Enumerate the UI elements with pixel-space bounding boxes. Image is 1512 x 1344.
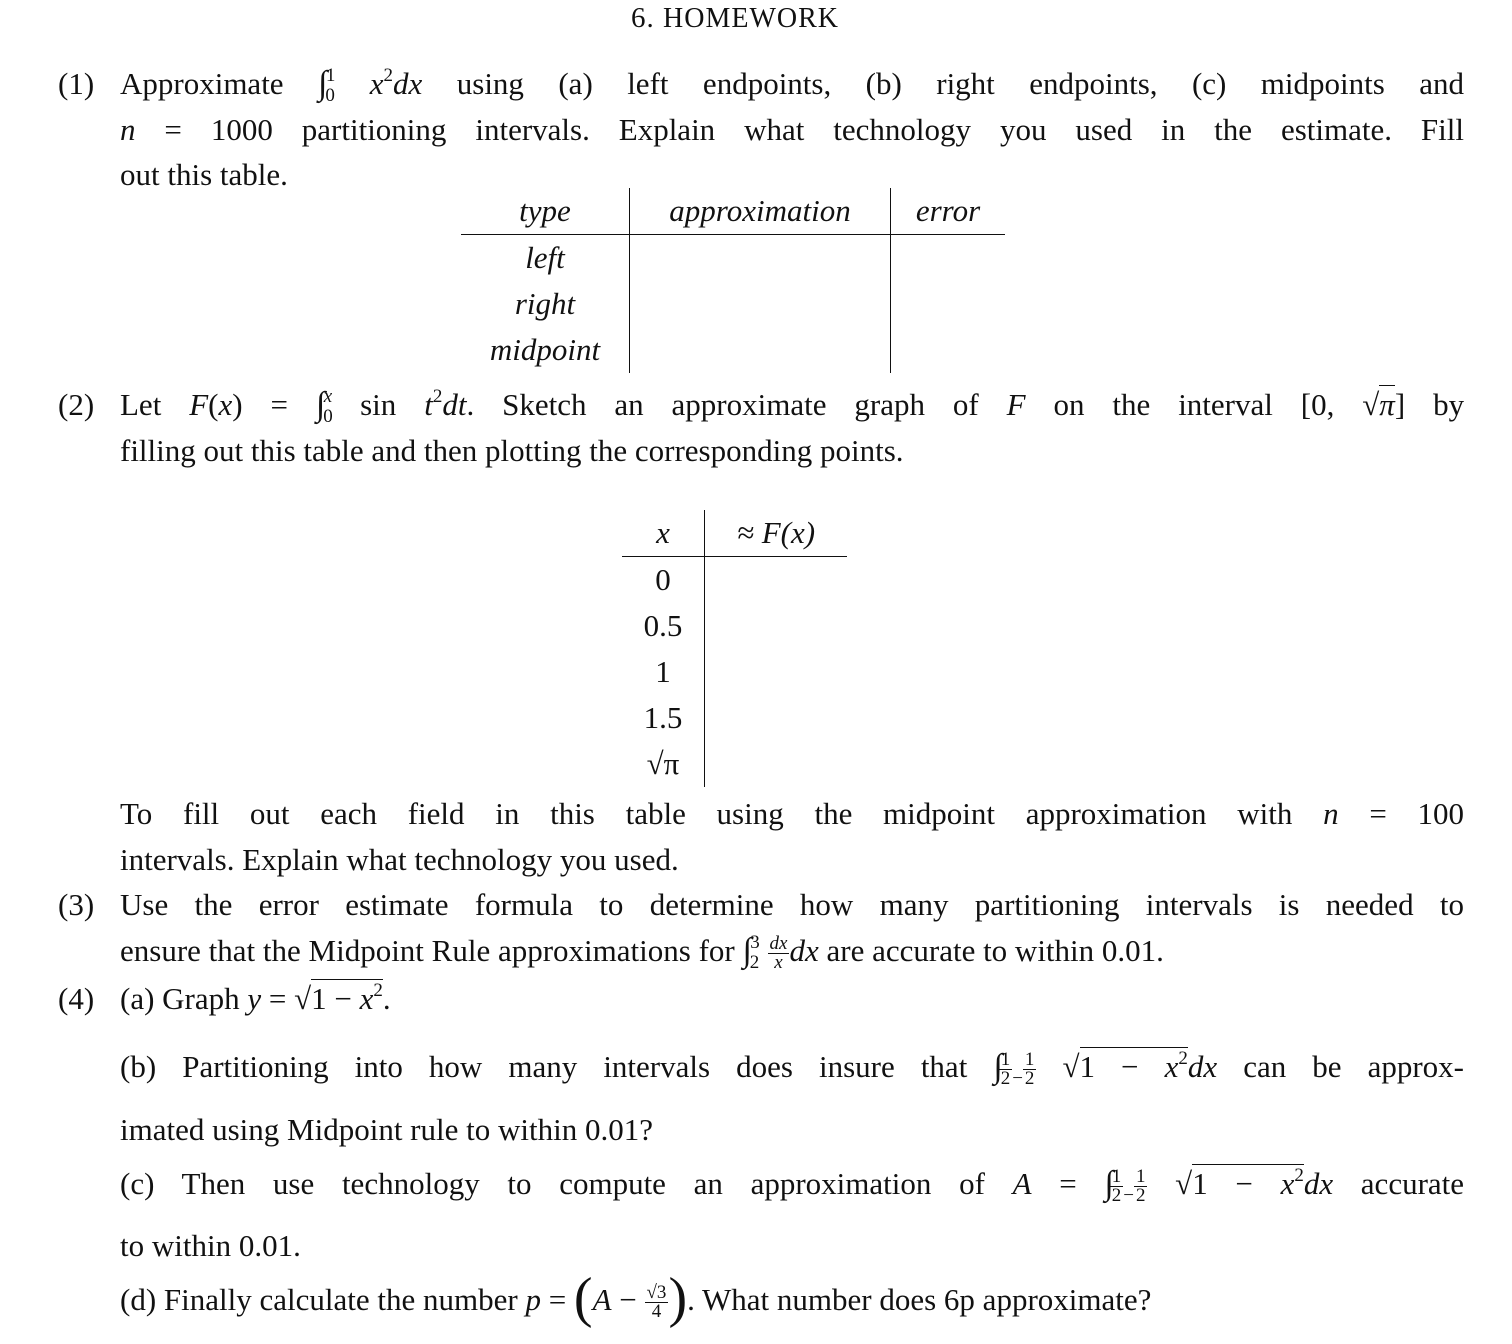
integral-x-squared: $\int_0^1$ $x^2dx$	[318, 65, 423, 106]
table-cell-f-of-x	[705, 557, 848, 604]
table-header-type: type	[461, 188, 630, 235]
problem-3-line-2: ensure that the Midpoint Rule approximations for $\int_2^3$ $\frac{dx}{x}$ dx are accurate to within 0.01.	[120, 932, 1164, 974]
table-header-approximation: approximation	[630, 188, 891, 235]
table-row	[461, 327, 1005, 373]
table-cell-error	[891, 281, 1006, 327]
table-cell-approximation	[630, 281, 891, 327]
table-cell-f-of-x	[705, 695, 848, 741]
problem-3-line-1: Use the error estimate formula to determine how many partitioning intervals is needed to	[120, 887, 1464, 922]
problem-4-number: (4)	[58, 981, 95, 1016]
riemann-sum-table	[461, 188, 1005, 373]
section-number: 6.	[631, 2, 655, 34]
formula-p: p = (A − $\frac{√3}{4}$ )	[525, 1267, 688, 1329]
table-row	[622, 649, 847, 695]
table-cell-approximation	[630, 235, 891, 282]
problem-2-number: (2)	[58, 387, 95, 422]
function-definition: $F(x) = \int_0^x$ $\sin t^2dt$. Sketch an approximate graph of	[189, 386, 979, 427]
problem-4d: (d) Finally calculate the number p = (A − $\frac{√3}{4}$ ). What number does 6p approximate?	[120, 1267, 1152, 1329]
table-cell-x: 1.5	[622, 695, 705, 741]
table-cell-approximation	[630, 327, 891, 373]
table-cell-f-of-x	[705, 649, 848, 695]
problem-2-line-2: filling out this table and then plotting the corresponding points.	[120, 433, 904, 468]
table-row	[622, 695, 847, 741]
problem-1-number: (1)	[58, 66, 95, 101]
integral-dx-over-x: $\int_2^3$ $\frac{dx}{x}$ dx	[742, 932, 819, 974]
table-cell-x: √π	[622, 741, 705, 787]
problem-2-line-4: intervals. Explain what technology you used.	[120, 842, 679, 877]
function-values-table	[622, 510, 847, 787]
integral-area-a: A = ∫ $\frac{1}{2}$ $_-$ $\frac{1}{2}$ $√1 - x^2dx$	[1012, 1165, 1334, 1207]
table-cell-type: midpoint	[461, 327, 630, 373]
table-cell-error	[891, 327, 1006, 373]
problem-2-line-3: To fill out each field in this table using the midpoint approximation with n = 100	[120, 796, 1465, 831]
table-cell-x: 1	[622, 649, 705, 695]
problem-1-line-3: out this table.	[120, 157, 288, 192]
problem-4b-line-1: (b) Partitioning into how many intervals does insure that ∫ $\frac{1}{2}$ $_-$ $\frac{1}{2}$ $√1 - x^2dx$ can be approx-	[120, 1048, 1465, 1090]
problem-4a: (a) Graph $y = √1 - x^2$.	[120, 980, 391, 1016]
table-row	[622, 603, 847, 649]
problem-4c-line-1: (c) Then use technology to compute an approximation of A = ∫ $\frac{1}{2}$ $_-$ $\frac{1}{2}$ $√1 - x^2dx$ accurate	[120, 1165, 1465, 1207]
problem-2-line-1: Let $F(x) = \int_0^x$ $\sin t^2dt$. Sketch an approximate graph of F on the interval [0, √π] by	[120, 386, 1465, 427]
table-header-error: error	[915, 193, 981, 228]
problem-3-number: (3)	[58, 887, 95, 922]
table-cell-x: 0	[622, 557, 705, 604]
table-header-f-of-x: ≈ F(x)	[736, 515, 816, 550]
table-row	[622, 557, 847, 604]
table-cell-f-of-x	[705, 603, 848, 649]
section-title	[0, 2, 1470, 35]
table-row	[622, 741, 847, 787]
problem-1-line-2: n = 1000 partitioning intervals. Explain what technology you used in the estimate. Fill	[120, 112, 1465, 147]
table-row	[461, 281, 1005, 327]
problem-4b-line-2: imated using Midpoint rule to within 0.01?	[120, 1112, 653, 1147]
problem-1-line-1: Approximate $\int_0^1$ $x^2dx$ using (a) left endpoints, (b) right endpoints, (c) midpoints and	[120, 65, 1465, 106]
interval: [0, √π]	[1300, 387, 1406, 422]
table-cell-type: left	[461, 235, 630, 282]
table-cell-x: 0.5	[622, 603, 705, 649]
table-header-x: x	[622, 510, 705, 557]
section-heading: HOMEWORK	[663, 3, 839, 34]
integral-semicircle: ∫ $\frac{1}{2}$ $_-$ $\frac{1}{2}$ $√1 - x^2dx$	[993, 1048, 1218, 1090]
problem-4c-line-2: to within 0.01.	[120, 1228, 301, 1263]
table-cell-type: right	[461, 281, 630, 327]
table-cell-error	[891, 235, 1006, 282]
table-row	[461, 235, 1005, 282]
table-cell-f-of-x	[705, 741, 848, 787]
